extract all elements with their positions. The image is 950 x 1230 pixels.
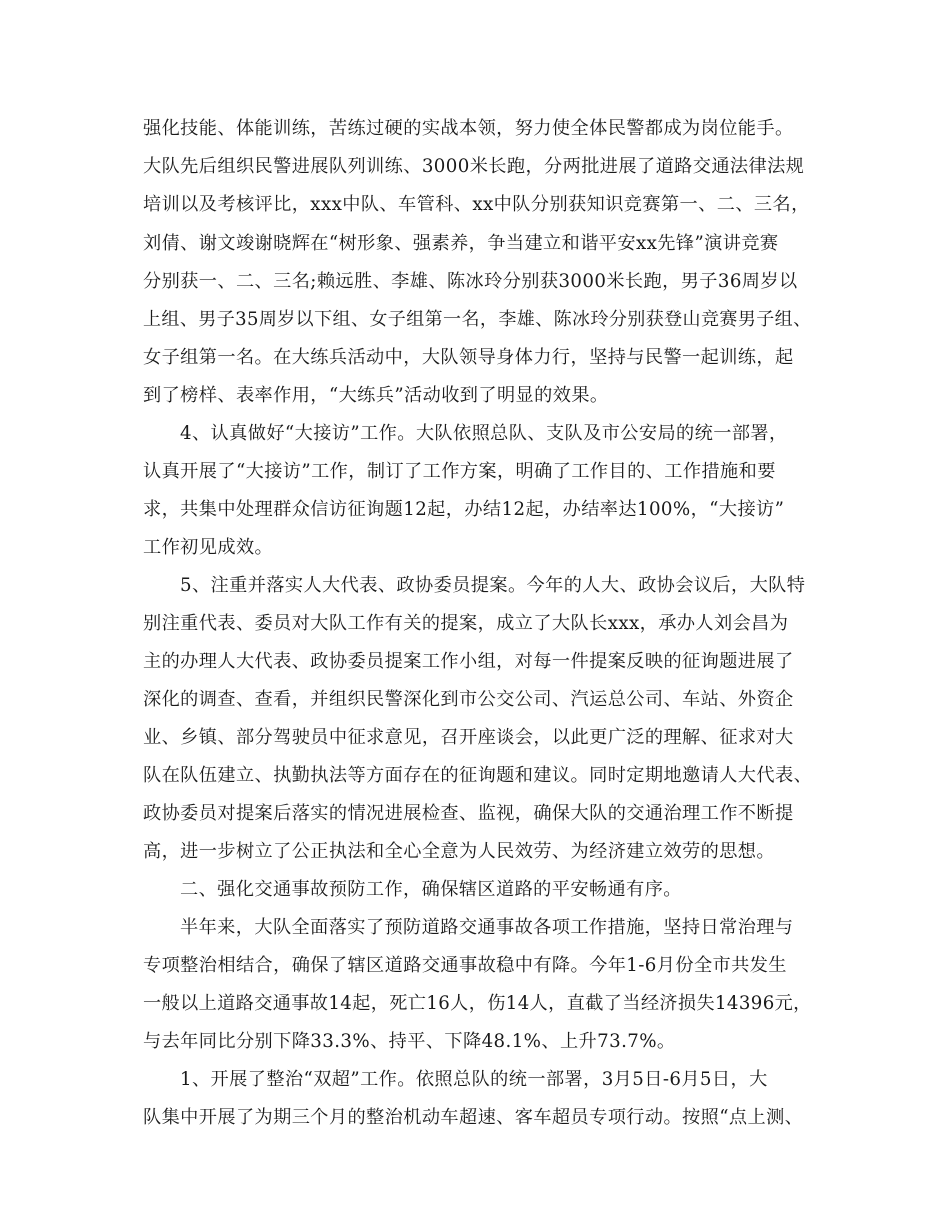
text-line: 大队先后组织民警进展队列训练、3000米长跑，分两批进展了道路交通法律法规 [143,156,805,177]
text-line: 政协委员对提案后落实的情况进展检查、监视，确保大队的交通治理工作不断提 [143,803,794,824]
section-heading: 二、强化交通事故预防工作，确保辖区道路的平安畅通有序。 [180,879,682,900]
text-line: 专项整治相结合，确保了辖区道路交通事故稳中有降。今年1-6月份全市共发生 [143,955,787,976]
paragraph-first-line: 半年来，大队全面落实了预防道路交通事故各项工作措施，坚持日常治理与 [180,917,794,938]
text-line: 别注重代表、委员对大队工作有关的提案，成立了大队长xxx，承办人刘会昌为 [143,613,789,634]
paragraph-4-first-line: 4、认真做好“大接访”工作。大队依照总队、支队及市公安局的统一部署， [180,423,788,444]
text-line: 求，共集中处理群众信访征询题12起，办结12起，办结率达100%，“大接访” [143,499,785,520]
paragraph-1-first-line: 1、开展了整治“双超”工作。依照总队的统一部署，3月5日-6月5日，大 [180,1069,768,1090]
text-line: 队集中开展了为期三个月的整治机动车超速、客车超员专项行动。按照“点上测、 [143,1107,804,1128]
text-line: 高，进一步树立了公正执法和全心全意为人民效劳、为经济建立效劳的思想。 [143,841,775,862]
text-line: 女子组第一名。在大练兵活动中，大队领导身体力行，坚持与民警一起训练，起 [143,347,794,368]
text-line: 业、乡镇、部分驾驶员中征求意见，召开座谈会，以此更广泛的理解、征求对大 [143,727,794,748]
text-line: 培训以及考核评比，xxx中队、车管科、xx中队分别获知识竞赛第一、二、三名， [143,194,810,215]
text-line: 主的办理人大代表、政协委员提案工作小组，对每一件提案反映的征询题进展了 [143,651,794,672]
paragraph-5-first-line: 5、注重并落实人大代表、政协委员提案。今年的人大、政协会议后，大队特 [180,575,806,596]
text-line: 分别获一、二、三名;赖远胜、李雄、陈冰玲分别获3000米长跑，男子36周岁以 [143,271,798,292]
text-line: 上组、男子35周岁以下组、女子组第一名，李雄、陈冰玲分别获登山竞赛男子组、 [143,309,812,330]
text-line: 刘倩、谢文竣谢晓辉在“树形象、强素养，争当建立和谐平安xx先锋”演讲竞赛 [143,233,779,254]
text-line: 一般以上道路交通事故14起，死亡16人，伤14人，直截了当经济损失14396元， [143,993,812,1014]
text-line: 队在队伍建立、执勤执法等方面存在的征询题和建议。同时定期地邀请人大代表、 [143,765,813,786]
text-line: 工作初见成效。 [143,537,274,558]
text-line: 认真开展了“大接访”工作，制订了工作方案，明确了工作目的、工作措施和要 [143,461,776,482]
text-line: 到了榜样、表率作用，“大练兵”活动收到了明显的效果。 [143,385,609,406]
text-line: 深化的调查、查看，并组织民警深化到市公交公司、汽运总公司、车站、外资企 [143,689,794,710]
text-line: 强化技能、体能训练，苦练过硬的实战本领，努力使全体民警都成为岗位能手。 [143,118,794,139]
text-line: 与去年同比分别下降33.3%、持平、下降48.1%、上升73.7%。 [143,1031,676,1052]
